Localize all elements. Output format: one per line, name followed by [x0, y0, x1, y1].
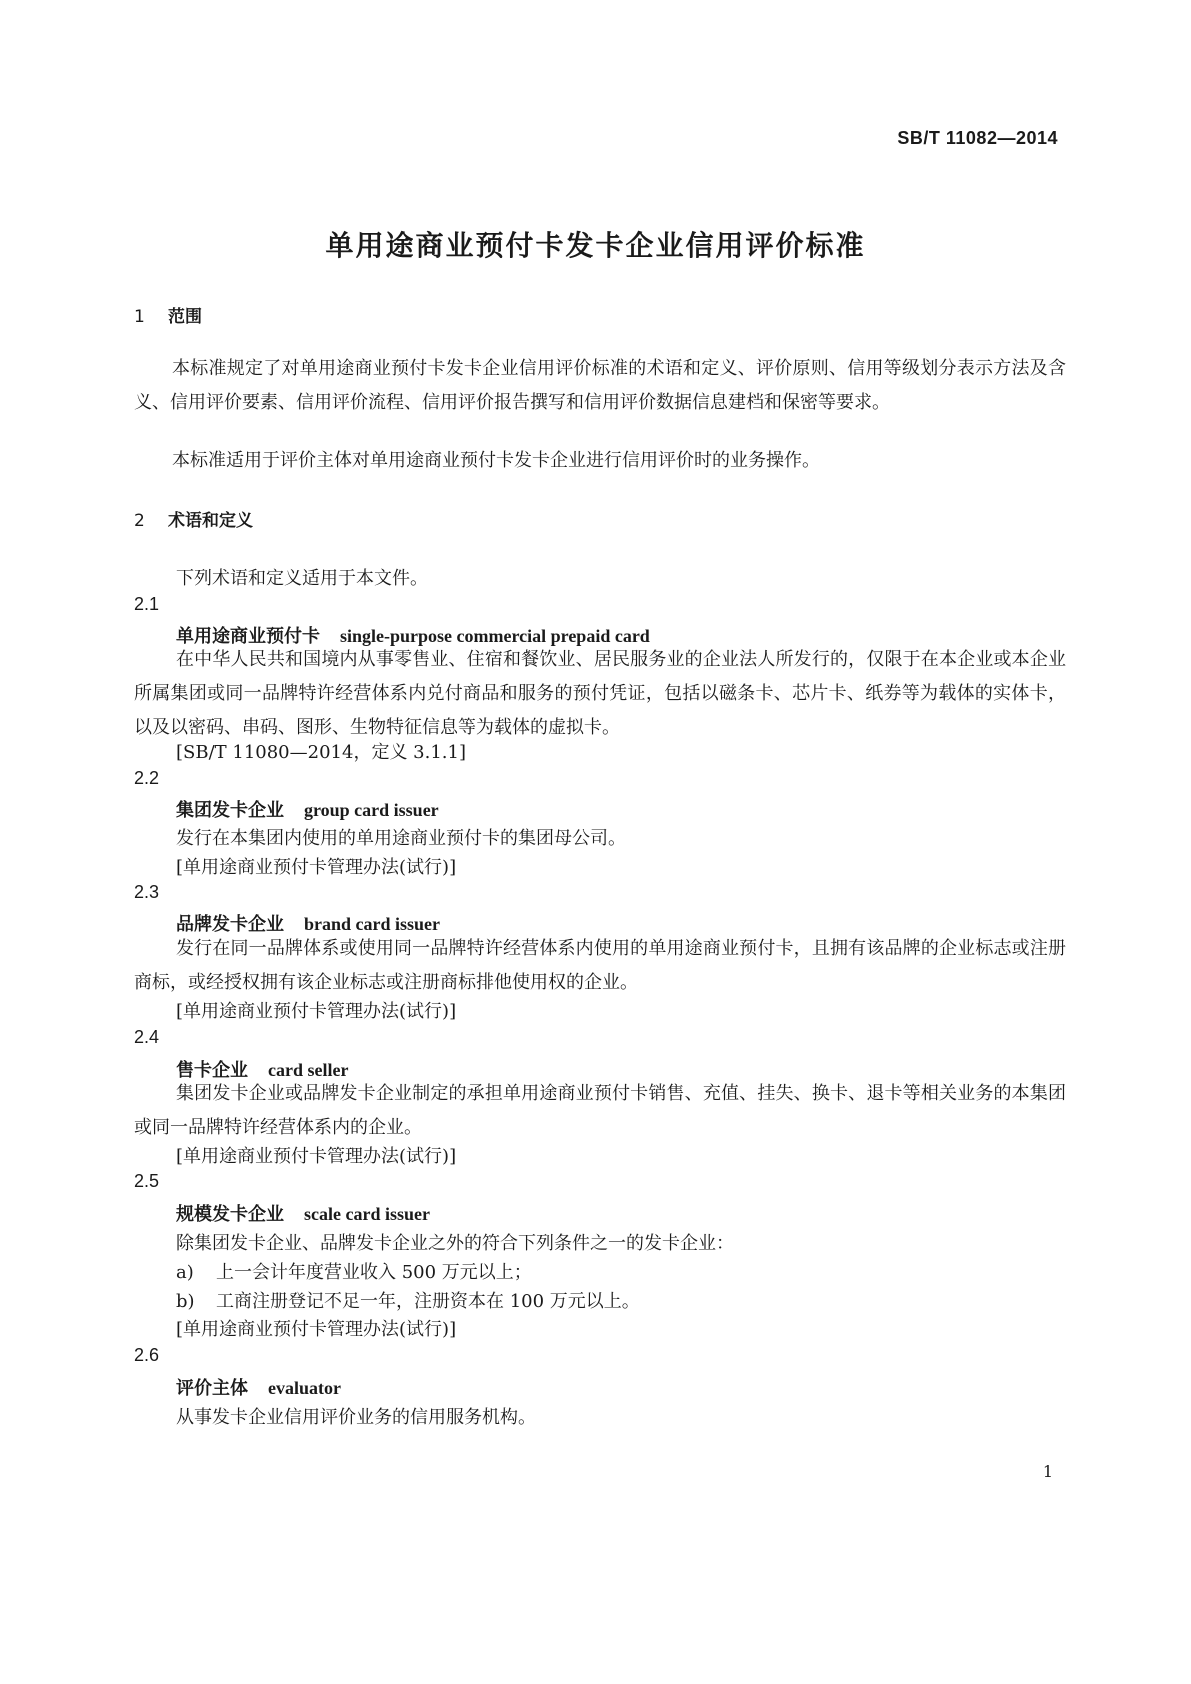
- section-2-heading: [134, 506, 253, 531]
- term-chinese: 集团发卡企业: [176, 800, 284, 821]
- clause-number: 2.2: [134, 768, 160, 788]
- clause-number: 2.3: [134, 882, 160, 902]
- term-source: [SB/T 11080—2014，定义 3.1.1]: [176, 742, 466, 763]
- term-chinese: 品牌发卡企业: [176, 914, 284, 935]
- term-heading: [176, 1374, 341, 1400]
- section-1-heading: [134, 302, 202, 327]
- term-english: card seller: [268, 1060, 349, 1080]
- term-definition: 在中华人民共和国境内从事零售业、住宿和餐饮业、居民服务业的企业法人所发行的，仅限于在本企业或本企业所属集团或同一品牌特许经营体系内兑付商品和服务的预付凭证，包括以磁条卡、芯片卡、纸券等为载体的实体卡，以及以密码、串码、图形、生物特征信息等为载体的虚拟卡。: [134, 649, 1066, 738]
- list-item-text: 工商注册登记不足一年，注册资本在 100 万元以上。: [216, 1291, 640, 1312]
- section-title: 术语和定义: [168, 511, 253, 531]
- term-source: [单用途商业预付卡管理办法(试行)]: [176, 1001, 457, 1022]
- term-source: [单用途商业预付卡管理办法(试行)]: [176, 857, 457, 878]
- term-heading: [176, 1200, 430, 1226]
- term-source: [单用途商业预付卡管理办法(试行)]: [176, 1319, 457, 1340]
- term-english: group card issuer: [304, 800, 439, 820]
- term-chinese: 售卡企业: [176, 1060, 248, 1081]
- term-english: single-purpose commercial prepaid card: [340, 626, 650, 646]
- section-title: 范围: [168, 307, 202, 327]
- clause-number: 2.6: [134, 1345, 160, 1365]
- term-english: brand card issuer: [304, 914, 441, 934]
- scope-paragraph-2: 本标准适用于评价主体对单用途商业预付卡发卡企业进行信用评价时的业务操作。: [172, 450, 820, 471]
- terms-intro: 下列术语和定义适用于本文件。: [176, 568, 428, 589]
- list-item-text: 上一会计年度营业收入 500 万元以上；: [216, 1262, 532, 1283]
- term-definition: 发行在本集团内使用的单用途商业预付卡的集团母公司。: [176, 828, 626, 849]
- term-chinese: 规模发卡企业: [176, 1204, 284, 1225]
- term-heading: [176, 796, 439, 822]
- term-chinese: 单用途商业预付卡: [176, 626, 320, 647]
- list-item: [176, 1258, 532, 1284]
- scope-paragraph-1: 本标准规定了对单用途商业预付卡发卡企业信用评价标准的术语和定义、评价原则、信用等级划分表示方法及含义、信用评价要素、信用评价流程、信用评价报告撰写和信用评价数据信息建档和保密等要求。: [134, 358, 1066, 413]
- term-chinese: 评价主体: [176, 1378, 248, 1399]
- list-item-label: a): [176, 1262, 194, 1283]
- clause-number: 2.1: [134, 594, 160, 614]
- term-definition: 发行在同一品牌体系或使用同一品牌特许经营体系内使用的单用途商业预付卡，且拥有该品牌的企业标志或注册商标，或经授权拥有该企业标志或注册商标排他使用权的企业。: [134, 938, 1066, 993]
- list-item: [176, 1287, 640, 1313]
- section-number: 2: [134, 511, 145, 531]
- term-english: evaluator: [268, 1378, 341, 1398]
- clause-number: 2.4: [134, 1027, 160, 1047]
- term-english: scale card issuer: [304, 1204, 430, 1224]
- term-definition: 从事发卡企业信用评价业务的信用服务机构。: [176, 1407, 536, 1428]
- term-source: [单用途商业预付卡管理办法(试行)]: [176, 1146, 457, 1167]
- document-title: 单用途商业预付卡发卡企业信用评价标准: [325, 229, 866, 262]
- list-item-label: b): [176, 1291, 195, 1312]
- clause-number: 2.5: [134, 1171, 160, 1191]
- page-number: 1: [1042, 1462, 1053, 1481]
- term-definition: 集团发卡企业或品牌发卡企业制定的承担单用途商业预付卡销售、充值、挂失、换卡、退卡等相关业务的本集团或同一品牌特许经营体系内的企业。: [134, 1083, 1066, 1138]
- standard-code: SB/T 11082—2014: [897, 128, 1058, 148]
- section-number: 1: [134, 307, 145, 327]
- term-definition: 除集团发卡企业、品牌发卡企业之外的符合下列条件之一的发卡企业：: [176, 1233, 734, 1254]
